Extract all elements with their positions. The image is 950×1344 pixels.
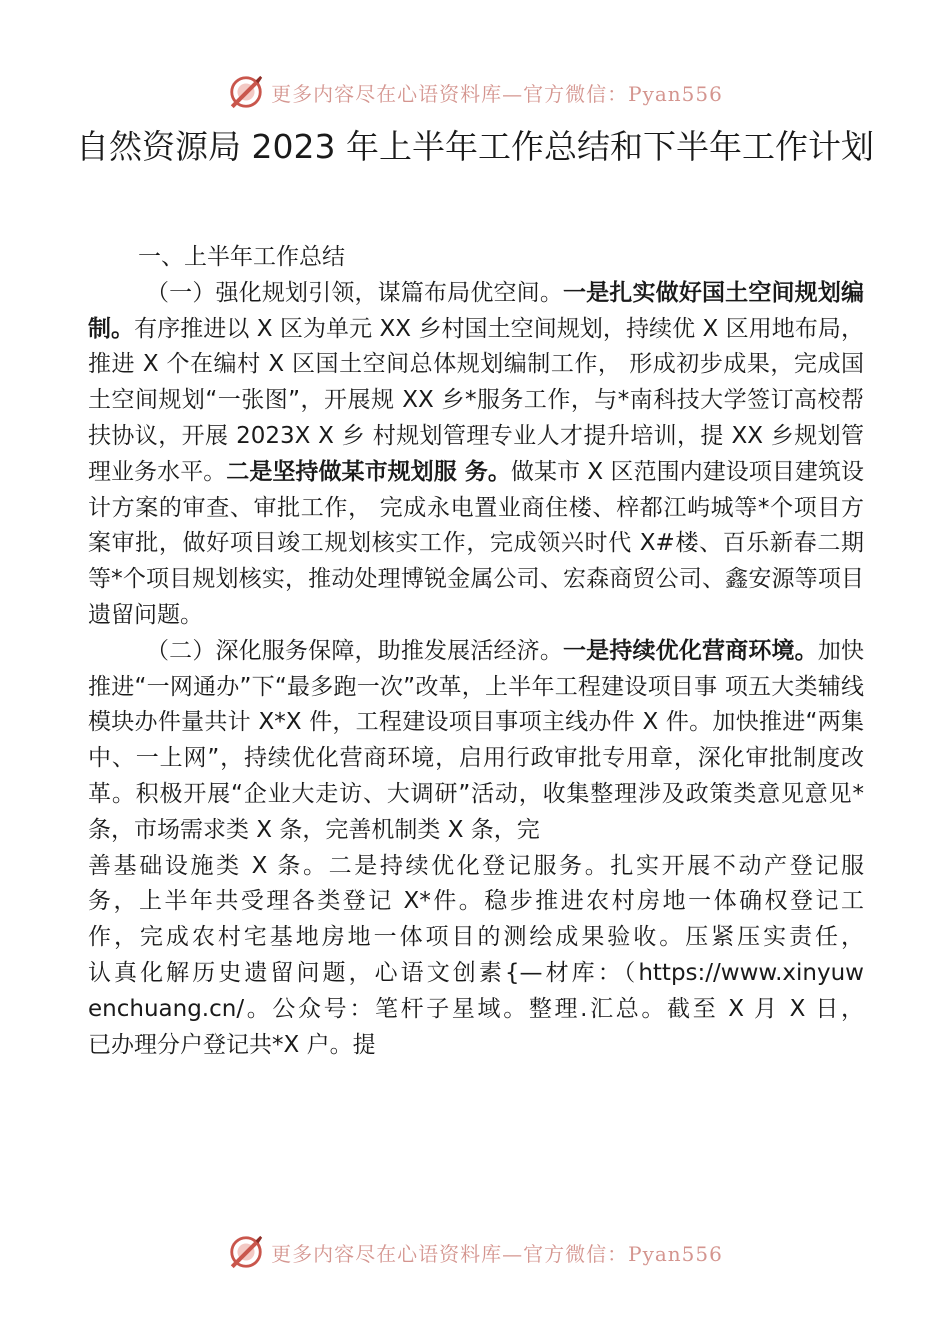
footer-watermark-banner [0,1232,950,1272]
paragraph-text: 有序推进以 X 区为单元 XX 乡村国土空间规划，持续优 X 区用地布局，推进 X 个在编村 X 区国土空间总体规划编制工作， 形成初步成果，完成国土空间规划“一张图”，开展规 XX 乡*服务工作，与*南科技大学签订高校帮扶协议，开展 2023X X 乡 村规划管理专业人才提升培训，提 XX 乡规划管理业务水平。 [88,315,864,485]
paragraph-planning [88,276,864,634]
text-line: 作，完成农村宅基地房地一体项目的测绘成果验收。压紧压实责任， [88,924,864,951]
bold-point: 二是坚持做某市规划服 务。 [226,458,511,485]
paragraph-text: 加快推进“一网通办”下“最多跑一次”改革，上半年工程建设项目事 项五大类辅线模块办件量共计 X*X 件，工程建设项目事项主线办件 X 件。加快推进“两集中、一上网”，持续优化营商环境，启用行政审批专用章，深化审批制度改革。积极开展“企业大走访、大调研”活动，收集整理涉及政策类意见意见*条，市场需求类 X 条，完善机制类 X 条，完 [88,637,865,843]
text-line: enchuang.cn/。公众号：笔杆子星域。整理.汇总。截至 X 月 X 日， [88,995,864,1022]
paragraph-registration [88,849,864,1064]
document-body [88,240,864,1063]
document-title: 自然资源局 2023 年上半年工作总结和下半年工作计划 [76,127,874,166]
text-line: 善基础设施类 X 条。二是持续优化登记服务。扎实开展不动产登记服 [88,852,864,879]
paragraph-text: 做某市 X 区范围内建设项目建筑设计方案的审查、审批工作， 完成永电置业商住楼、梓都江屿城等*个项目方案审批，做好项目竣工规划核实工作，完成领兴时代 X#楼、百乐新春二期等*个项目规划核实，推动处理博锐金属公司、宏森商贸公司、鑫安源等项目遗留问题。 [88,458,864,628]
section-heading: 一、上半年工作总结 [138,244,345,270]
paragraph-lead: （一）强化规划引领，谋篇布局优空间。 [146,279,563,306]
text-line: 已办理分户登记共*X 户。提 [88,1031,376,1058]
watermark-text: 更多内容尽在心语资料库—官方微信：Pyan556 [271,1241,723,1266]
text-line: 认真化解历史遗留问题，心语文创素{—材库：（https://www.xinyuw [88,959,864,986]
pen-seal-logo-icon [227,73,265,111]
bold-point: 一是扎实做好国土空间规划编制。 [88,279,865,342]
watermark-text: 更多内容尽在心语资料库—官方微信：Pyan556 [271,81,723,106]
text-line: 务，上半年共受理各类登记 X*件。稳步推进农村房地一体确权登记工 [88,888,864,915]
pen-seal-logo-icon [227,1233,265,1271]
paragraph-service [88,634,864,849]
header-watermark-banner [0,72,950,112]
paragraph-lead: （二）深化服务保障，助推发展活经济。 [146,637,563,664]
bold-point: 一是持续优化营商环境。 [563,637,818,664]
